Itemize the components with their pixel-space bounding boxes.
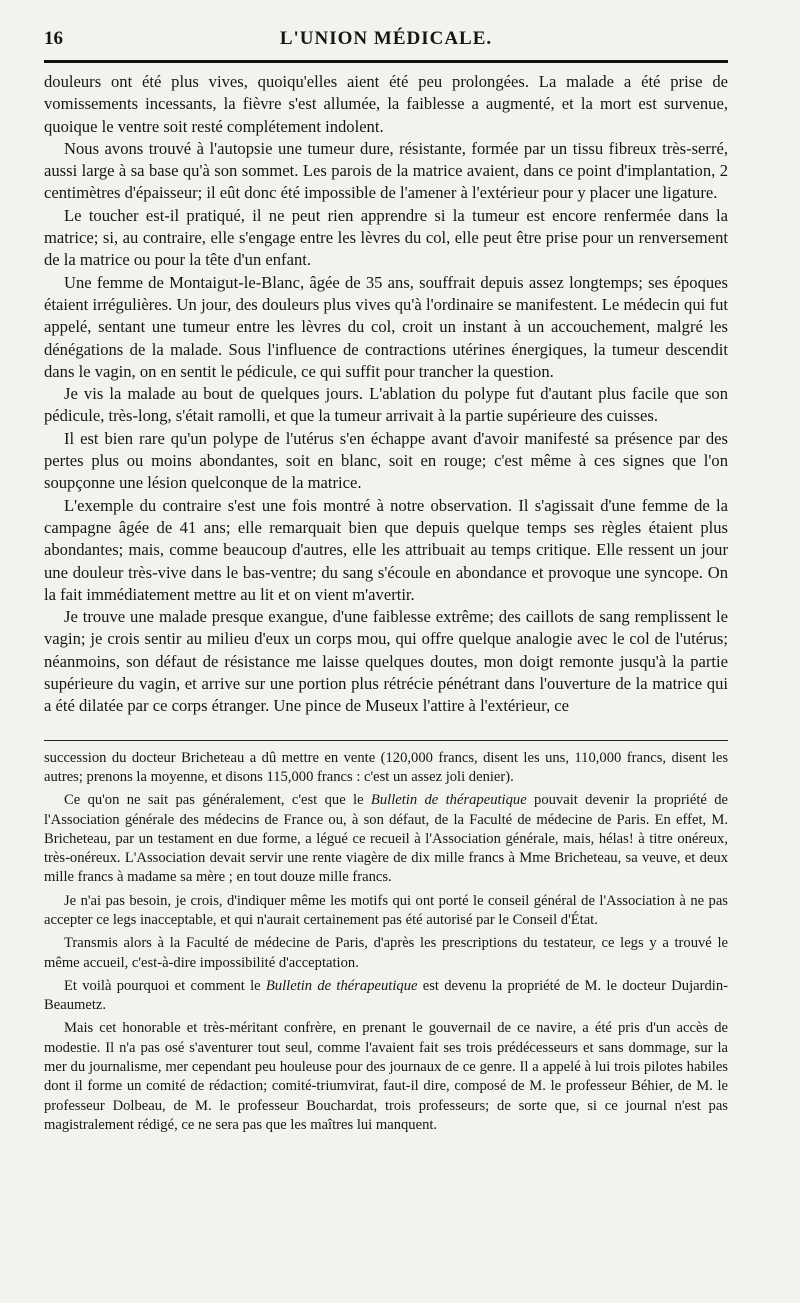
- article-paragraph: douleurs ont été plus vives, quoiqu'elles aient été peu prolongées. La malade a été prise de vomissements incessants, la fièvre s'est allumée, la faiblesse a augmenté, et la mort est survenue, quoique le ventre soit resté complétement indolent.: [44, 72, 728, 136]
- text-run: Et voilà pourquoi et comment le: [64, 977, 266, 994]
- feuilleton-paragraph: Mais cet honorable et très-méritant confrère, en prenant le gouvernail de ce navire, a été pris d'un accès de modestie. Il n'a pas osé s'aventurer tout seul, comme l'avaient fait ses trois prédécesseurs et sans dommage, sur la mer du journalisme, mer cependant peu houleuse pour des journaux de ce genre. Il a appelé à lui trois pilotes habiles dont il forme un comité de rédaction; comité-triumvirat, faut-il dire, composé de M. le professeur Béhier, de M. le professeur Dolbeau, de M. le professeur Bouchardat, trois professeurs; de sorte que, si ce journal n'est pas magistralement rédigé, ce ne sera pas que les maîtres lui manquent.: [44, 1020, 728, 1133]
- article-paragraph: Il est bien rare qu'un polype de l'utérus s'en échappe avant d'avoir manifesté sa présence par des pertes plus ou moins abondantes, soit en blanc, soit en rouge; c'est même à ces signes que l'on soupçonne une lésion quelconque de la matrice.: [44, 428, 728, 493]
- text-run: Ce qu'on ne sait pas généralement, c'est que le: [64, 792, 371, 809]
- feuilleton-paragraph: Transmis alors à la Faculté de médecine de Paris, d'après les prescriptions du testateur, ce legs y a trouvé le même accueil, c'est-à-dire impossibilité d'acceptation.: [44, 935, 728, 971]
- text-run: pouvait devenir la propriété de l'Association générale des médecins de France ou, à son défaut, de la Faculté de médecine de Paris. En effet, M. Bricheteau, par un testament en due forme, a légué ce recueil à l'Association générale, mais, hélas! à titre onéreux, très-onéreux. L'Association devait servir une rente viagère de dix mille francs à Mme Bricheteau, sa veuve, et deux mille francs à madame sa mère ; en tout douze mille francs.: [44, 792, 728, 886]
- main-article: [44, 71, 728, 718]
- journal-name-italic: Bulletin de thérapeutique: [370, 792, 527, 809]
- feuilleton-paragraph: succession du docteur Bricheteau a dû mettre en vente (120,000 francs, disent les uns, 110,000 francs, disent les autres; prenons la moyenne, et disons 115,000 francs : c'est un assez joli denier).: [44, 749, 728, 785]
- article-paragraph: Je vis la malade au bout de quelques jours. L'ablation du polype fut d'autant plus facile que son pédicule, très-long, s'était ramolli, et que la tumeur arrivait à la partie supérieure des cuisses.: [44, 384, 728, 426]
- page: [44, 22, 728, 1135]
- feuilleton-paragraph: [44, 977, 728, 1016]
- feuilleton-divider: [44, 740, 728, 741]
- article-paragraph: Nous avons trouvé à l'autopsie une tumeur dure, résistante, formée par un tissu fibreux très-serré, aussi large à sa base qu'à son sommet. Les parois de la matrice avaient, dans ce point d'implantation, 2 centimètres d'épaisseur; il eût donc été impossible de l'amener à l'extérieur pour y placer une ligature.: [44, 138, 728, 203]
- article-paragraph: Une femme de Montaigut-le-Blanc, âgée de 35 ans, souffrait depuis assez longtemps; ses époques étaient irrégulières. Un jour, des douleurs plus vives qu'à l'ordinaire se manifestent. Le médecin qui fut appelé, sentant une tumeur entre les lèvres du col, croit un instant à un accouchement, malgré les dénégations de la malade. Sous l'influence de contractions utérines énergiques, la tumeur descendit dans le vagin, on en sentit le pédicule, ce qui suffit pour trancher la question.: [44, 272, 728, 381]
- article-paragraph: Je trouve une malade presque exangue, d'une faiblesse extrême; des caillots de sang remplissent le vagin; je crois sentir au milieu d'eux un corps mou, qui offre quelque analogie avec le col de l'utérus; néanmoins, son défaut de résistance me laisse quelques doutes, mon doigt remonte jusqu'à la partie supérieure du vagin, et arrive sur une portion plus rétrécie pénétrant dans l'ouverture de la matrice qui a été dilatée par ce corps étranger. Une pince de Museux l'attire à l'extérieur, ce: [44, 607, 728, 716]
- text-run: est devenu la propriété de M. le docteur Dujardin-Beaumetz.: [44, 977, 728, 1014]
- feuilleton-section: [44, 749, 728, 1136]
- page-number: 16: [44, 28, 63, 49]
- journal-name-italic: Bulletin de thérapeutique: [265, 977, 418, 994]
- feuilleton-paragraph: Je n'ai pas besoin, je crois, d'indiquer même les motifs qui ont porté le conseil général de l'Association à ne pas accepter ce legs inacceptable, et qui n'aurait certainement pas été autorisé par le Conseil d'État.: [44, 892, 728, 928]
- article-paragraph: L'exemple du contraire s'est une fois montré à notre observation. Il s'agissait d'une femme de la campagne âgée de 41 ans; elle remarquait bien que depuis quelque temps ses règles étaient plus abondantes; mais, comme beaucoup d'autres, elle les attribuait au temps critique. Elle ressent un jour une douleur très-vive dans le bas-ventre; du sang s'écoule en abondance et provoque une syncope. On la fait immédiatement mettre au lit et on vient m'avertir.: [44, 495, 728, 604]
- header-rule: [44, 60, 728, 63]
- article-paragraph: Le toucher est-il pratiqué, il ne peut rien apprendre si la tumeur est encore renfermée dans la matrice; si, au contraire, elle s'engage entre les lèvres du col, elle peut être prise pour un renversement de la matrice ou pour la tête d'un enfant.: [44, 205, 728, 270]
- page-header: [44, 22, 728, 58]
- feuilleton-paragraph: [44, 791, 728, 887]
- journal-title: L'UNION MÉDICALE.: [279, 28, 493, 49]
